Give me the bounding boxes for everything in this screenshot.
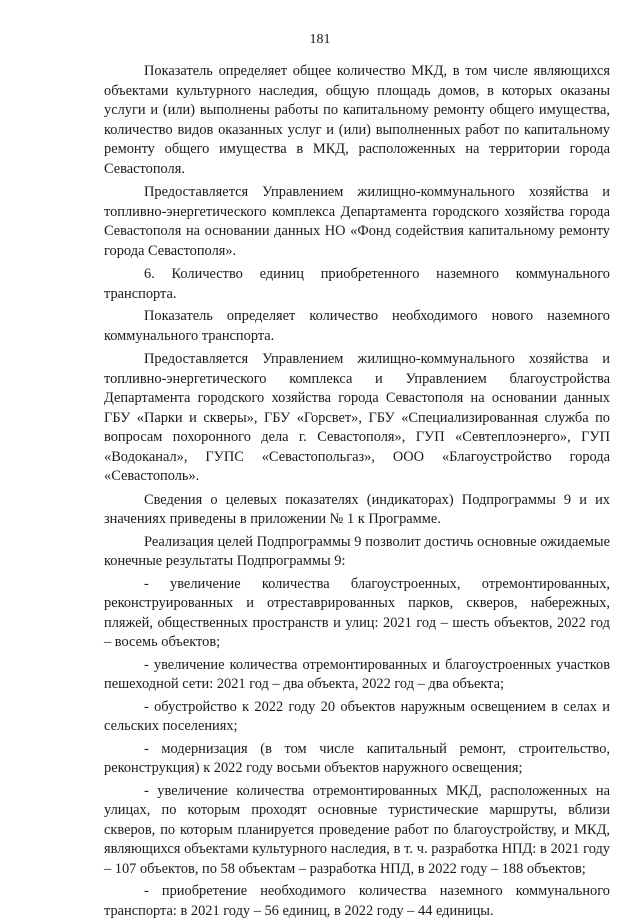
paragraph-indicator-description: Показатель определяет общее количество МКД, в том числе являющихся объектами культурного наследия, общую площадь домов, в которых оказаны услуги и (или) выполнены работы по капитальному ремонту общего имущества, количество видов оказанных услуг и (или) выполненных работ по капитальному ремонту общего имущества в МКД, расположенных на территории города Севастополя.: [104, 63, 610, 177]
document-body: [104, 62, 610, 924]
paragraph-expected-results-intro: Реализация целей Подпрограммы 9 позволит достичь основные ожидаемые конечные результаты Подпрограммы 9:: [104, 533, 610, 569]
list-item-result: - модернизация (в том числе капитальный ремонт, строительство, реконструкция) к 2022 году восьми объектов наружного освещения;: [104, 740, 610, 776]
list-item-result: - увеличение количества отремонтированных и благоустроенных участков пешеходной сети: 2021 год – два объекта, 2022 год – два объекта;: [104, 656, 610, 692]
paragraph-indicator-description: Показатель определяет количество необходимого нового наземного коммунального транспорта.: [104, 308, 610, 344]
list-item-result: - приобретение необходимого количества наземного коммунального транспорта: в 2021 году – 56 единиц, в 2022 году – 44 единицы.: [104, 883, 610, 919]
paragraph-data-source: Предоставляется Управлением жилищно-коммунального хозяйства и топливно-энергетического комплекса и Управлением благоустройства Департамента городского хозяйства города Севастополя на основании данных ГБУ «Парки и скверы», ГБУ «Горсвет», ГБУ «Специализированная служба по вопросам похоронного дела г. Севастополя», ГУП «Севтеплоэнерго», ГУП «Водоканал», ГУПС «Севастопольгаз», ООО «Благоустройство города «Севастополь».: [104, 351, 610, 484]
list-item-result: - увеличение количества отремонтированных МКД, расположенных на улицах, по которым проходят основные туристические маршруты, вблизи скверов, по которым планируется проведение работ по благоустройству, и МКД, являющихся объектами культурного наследия, в т. ч. разработка НПД: в 2021 году – 107 объектов, по 58 объектам – разработка НПД, в 2022 году – 188 объектов;: [104, 782, 610, 877]
paragraph-indicators-reference: Сведения о целевых показателях (индикаторах) Подпрограммы 9 и их значениях приведены в приложении № 1 к Программе.: [104, 491, 610, 527]
page-number: 181: [309, 32, 331, 47]
paragraph-indicator-heading: 6. Количество единиц приобретенного наземного коммунального транспорта.: [104, 266, 610, 302]
list-item-result: - обустройство к 2022 году 20 объектов наружным освещением в селах и сельских поселениях;: [104, 698, 610, 734]
paragraph-data-source: Предоставляется Управлением жилищно-коммунального хозяйства и топливно-энергетического комплекса Департамента городского хозяйства города Севастополя на основании данных НО «Фонд содействия капитальному ремонту города Севастополя».: [104, 184, 610, 259]
list-item-result: - увеличение количества благоустроенных, отремонтированных, реконструированных и отреставрированных парков, скверов, набережных, пляжей, общественных пространств и улиц: 2021 год – шесть объектов, 2022 год – восемь объектов;: [104, 575, 610, 650]
